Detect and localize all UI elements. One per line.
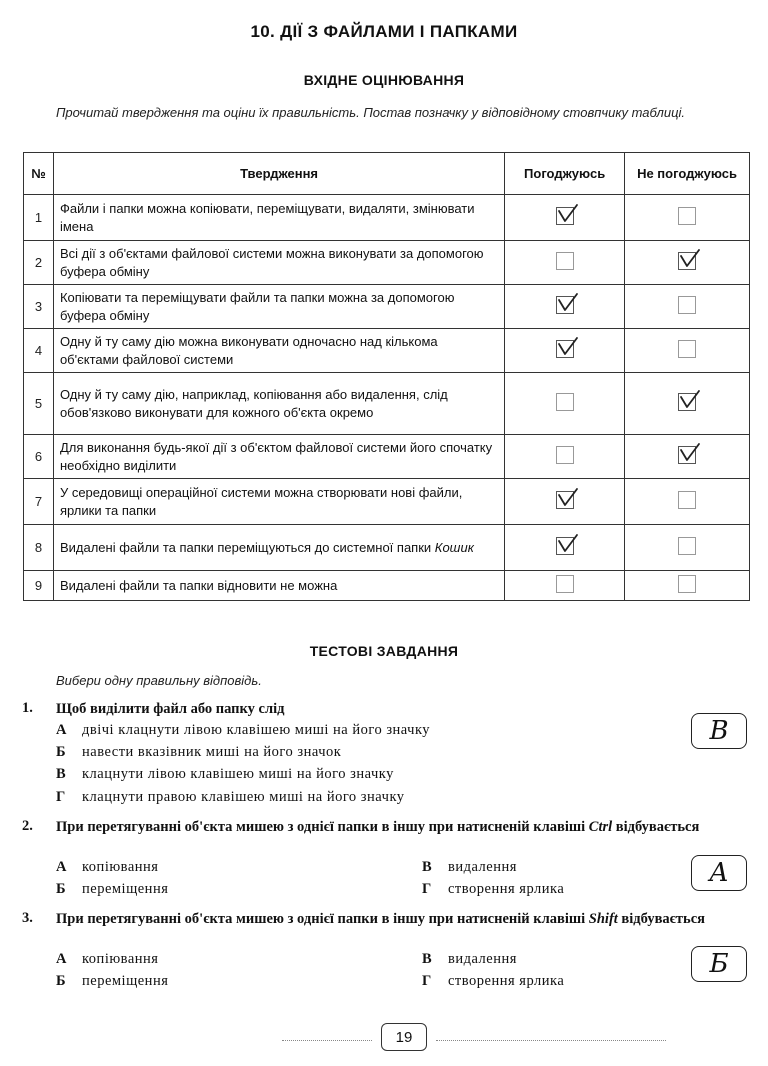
check-mark-icon [556, 335, 580, 359]
agree-cell [505, 241, 625, 285]
statement-text: Для виконання будь-якої дії з об'єктом файлової системи його спочатку необхідно виділити [53, 435, 504, 479]
table-header-row [24, 153, 750, 195]
question-3 [22, 910, 752, 929]
agree-checkbox[interactable] [556, 537, 574, 555]
disagree-checkbox[interactable] [678, 491, 696, 509]
table-row [24, 329, 750, 373]
question-number: 1. [22, 700, 33, 716]
agree-checkbox[interactable] [556, 393, 574, 411]
option-letter: А [56, 722, 67, 738]
check-mark-icon [678, 441, 702, 465]
agree-checkbox[interactable] [556, 575, 574, 593]
statement-text: Видалені файли та папки переміщуються до системної папки Кошик [53, 525, 504, 571]
agree-checkbox[interactable] [556, 207, 574, 225]
assessment-instructions: Прочитай твердження та оціни їх правильність. Постав позначку у відповідному стовпчику таблиці. [56, 105, 686, 120]
option-g[interactable]: Г створення ярлика [422, 973, 565, 989]
option-v[interactable]: В видалення [422, 951, 517, 967]
agree-checkbox[interactable] [556, 252, 574, 270]
section-heading-entry-assessment: ВХІДНЕ ОЦІНЮВАННЯ [303, 72, 465, 88]
disagree-checkbox[interactable] [678, 575, 696, 593]
question-text: Щоб виділити файл або папку слід [56, 701, 285, 717]
option-text: клацнути лівою клавішею миші на його значку [82, 766, 394, 782]
question-text: При перетягуванні об'єкта мишею з однієї папки в іншу при натисненій клавіші Ctrl відбувається [56, 819, 700, 835]
answer-box-3[interactable]: Б [691, 946, 747, 982]
folder-name: Кошик [434, 539, 474, 555]
agree-cell [505, 435, 625, 479]
header-statement: Твердження [53, 153, 504, 195]
statement-text: Одну й ту саму дію можна виконувати одночасно над кількома об'єктами файлової системи [53, 329, 504, 373]
disagree-cell [625, 373, 750, 435]
question-2 [22, 818, 752, 837]
page-title: 10. ДІЇ З ФАЙЛАМИ І ПАПКАМИ [250, 22, 518, 41]
option-v[interactable] [56, 766, 394, 783]
row-number: 4 [24, 329, 54, 373]
key-name: Shift [588, 911, 618, 927]
disagree-cell [625, 241, 750, 285]
option-v[interactable]: В видалення [422, 859, 517, 875]
disagree-checkbox[interactable] [678, 340, 696, 358]
row-number: 9 [24, 571, 54, 601]
footer-divider-left [282, 1040, 372, 1041]
disagree-cell [625, 525, 750, 571]
question-text: При перетягуванні об'єкта мишею з однієї папки в іншу при натисненій клавіші Shift відбувається [56, 911, 705, 927]
disagree-checkbox[interactable] [678, 252, 696, 270]
table-row [24, 285, 750, 329]
check-mark-icon [678, 247, 702, 271]
header-disagree: Не погоджуюсь [625, 153, 750, 195]
option-text: навести вказівник миші на його значок [82, 744, 342, 760]
check-mark-icon [556, 532, 580, 556]
option-a[interactable] [56, 722, 430, 739]
disagree-checkbox[interactable] [678, 393, 696, 411]
disagree-checkbox[interactable] [678, 537, 696, 555]
footer-divider-right [436, 1040, 666, 1041]
table-row [24, 241, 750, 285]
agree-cell [505, 525, 625, 571]
statement-text: Видалені файли та папки відновити не можна [53, 571, 504, 601]
option-a[interactable]: А копіювання [56, 951, 159, 967]
option-g[interactable]: Г створення ярлика [422, 881, 565, 897]
option-letter: В [56, 766, 67, 782]
tests-instructions: Вибери одну правильну відповідь. [56, 673, 262, 688]
row-number: 1 [24, 195, 54, 241]
statement-text: Всі дії з об'єктами файлової системи можна виконувати за допомогою буфера обміну [53, 241, 504, 285]
disagree-checkbox[interactable] [678, 207, 696, 225]
page-number: 19 [381, 1023, 427, 1051]
statement-text: Одну й ту саму дію, наприклад, копіювання або видалення, слід обов'язково виконувати для кожного об'єкта окремо [53, 373, 504, 435]
disagree-cell [625, 285, 750, 329]
question-1 [22, 700, 752, 719]
statements-table [23, 152, 750, 601]
answer-box-1[interactable]: В [691, 713, 747, 749]
row-number: 8 [24, 525, 54, 571]
option-text: двічі клацнути лівою клавішею миші на його значку [82, 722, 431, 738]
answer-box-2[interactable]: А [691, 855, 747, 891]
table-row [24, 373, 750, 435]
agree-cell [505, 479, 625, 525]
check-mark-icon [678, 388, 702, 412]
check-mark-icon [556, 486, 580, 510]
option-g[interactable] [56, 789, 405, 806]
statement-text: Копіювати та переміщувати файли та папки можна за допомогою буфера обміну [53, 285, 504, 329]
section-heading-tests: ТЕСТОВІ ЗАВДАННЯ [309, 643, 459, 659]
header-num: № [24, 153, 54, 195]
disagree-checkbox[interactable] [678, 446, 696, 464]
header-agree: Погоджуюсь [505, 153, 625, 195]
table-row [24, 525, 750, 571]
agree-checkbox[interactable] [556, 340, 574, 358]
table-row [24, 479, 750, 525]
check-mark-icon [556, 202, 580, 226]
question-number: 3. [22, 910, 33, 926]
disagree-cell [625, 479, 750, 525]
disagree-checkbox[interactable] [678, 296, 696, 314]
disagree-cell [625, 195, 750, 241]
agree-cell [505, 373, 625, 435]
agree-checkbox[interactable] [556, 296, 574, 314]
disagree-cell [625, 571, 750, 601]
table-row [24, 435, 750, 479]
check-mark-icon [556, 291, 580, 315]
disagree-cell [625, 329, 750, 373]
key-name: Ctrl [588, 819, 613, 835]
row-number: 5 [24, 373, 54, 435]
row-number: 6 [24, 435, 54, 479]
agree-checkbox[interactable] [556, 446, 574, 464]
row-number: 7 [24, 479, 54, 525]
disagree-cell [625, 435, 750, 479]
agree-checkbox[interactable] [556, 491, 574, 509]
statement-text: У середовищі операційної системи можна створювати нові файли, ярлики та папки [53, 479, 504, 525]
option-text: клацнути правою клавішею миші на його значку [82, 789, 405, 805]
option-a[interactable]: А копіювання [56, 859, 159, 875]
row-number: 3 [24, 285, 54, 329]
option-b[interactable]: Б переміщення [56, 881, 169, 897]
option-b[interactable]: Б переміщення [56, 973, 169, 989]
agree-cell [505, 571, 625, 601]
agree-cell [505, 195, 625, 241]
table-row [24, 571, 750, 601]
row-number: 2 [24, 241, 54, 285]
agree-cell [505, 285, 625, 329]
option-letter: Г [56, 789, 66, 805]
question-number: 2. [22, 818, 33, 834]
option-b[interactable] [56, 744, 341, 761]
option-letter: Б [56, 744, 67, 760]
agree-cell [505, 329, 625, 373]
table-row [24, 195, 750, 241]
statement-text: Файли і папки можна копіювати, переміщувати, видаляти, змінювати імена [53, 195, 504, 241]
